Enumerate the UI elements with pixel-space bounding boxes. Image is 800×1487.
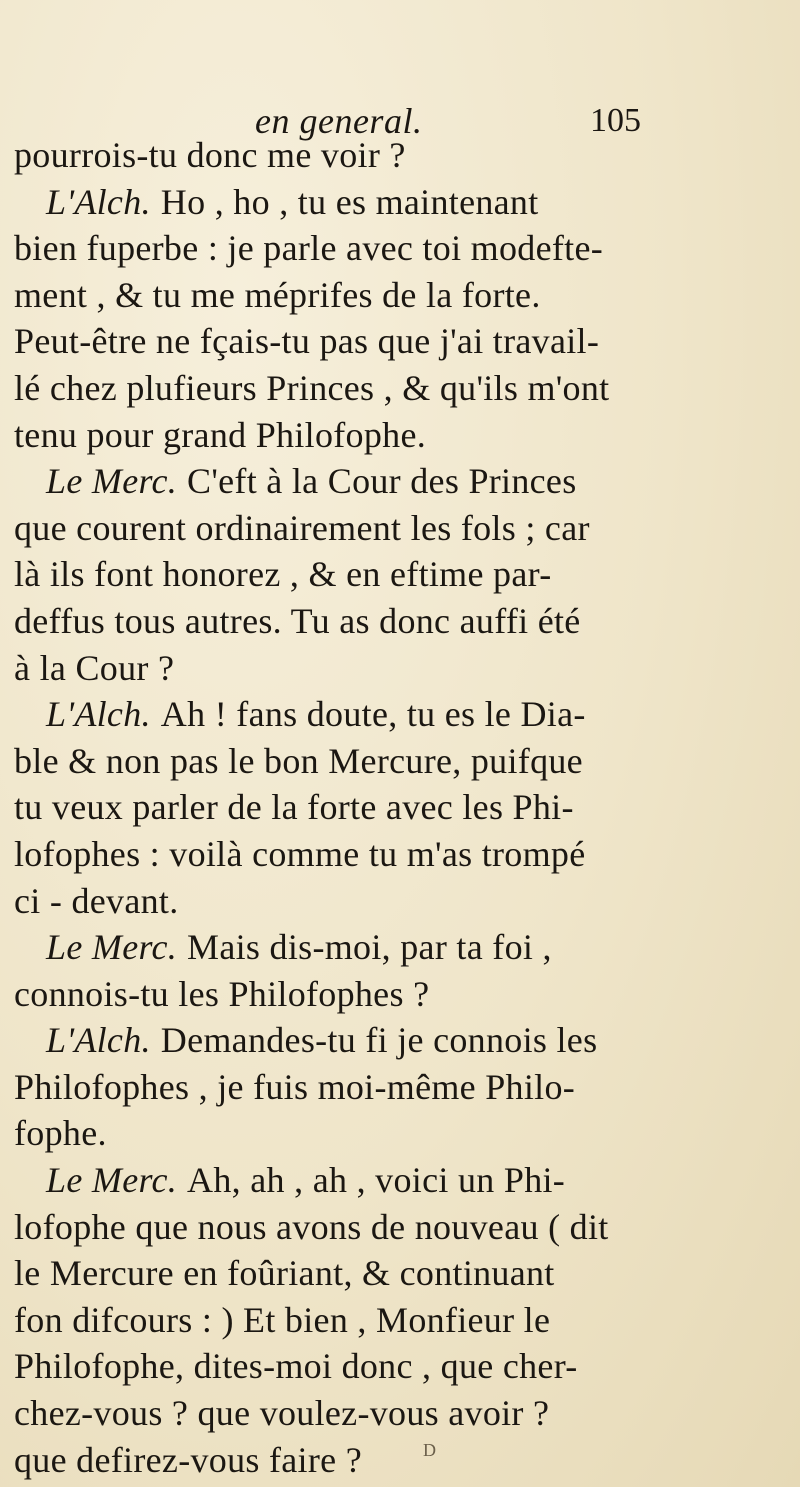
speaker-name: Le Merc. bbox=[46, 1160, 178, 1201]
text-line bbox=[14, 878, 784, 925]
line-text: à la Cour ? bbox=[14, 647, 175, 688]
text-line bbox=[14, 318, 784, 365]
speaker-name: L'Alch. bbox=[46, 1020, 151, 1061]
text-line bbox=[14, 598, 784, 645]
text-line bbox=[14, 458, 784, 505]
text-line bbox=[14, 179, 784, 226]
text-line bbox=[14, 971, 784, 1018]
text-line bbox=[14, 551, 784, 598]
text-line bbox=[14, 225, 784, 272]
line-text: Ah, ah , ah , voici un Phi- bbox=[187, 1160, 566, 1201]
speaker-name: Le Merc. bbox=[46, 927, 178, 968]
text-line bbox=[14, 1157, 784, 1204]
line-text: Philofophes , je fuis moi-même Philo- bbox=[14, 1066, 576, 1107]
text-line bbox=[14, 1390, 784, 1437]
text-line bbox=[14, 1017, 784, 1064]
text-line bbox=[14, 924, 784, 971]
line-text: chez-vous ? que voulez-vous avoir ? bbox=[14, 1393, 550, 1434]
line-text: deffus tous autres. Tu as donc auffi été bbox=[14, 600, 581, 641]
text-line bbox=[14, 365, 784, 412]
line-text: fon difcours : ) Et bien , Monfieur le bbox=[14, 1299, 551, 1340]
text-line bbox=[14, 1437, 784, 1484]
line-text: ment , & tu me méprifes de la forte. bbox=[14, 274, 541, 315]
text-line bbox=[14, 784, 784, 831]
text-line bbox=[14, 1064, 784, 1111]
page-number: 105 bbox=[590, 102, 641, 139]
line-text: C'eft à la Cour des Princes bbox=[187, 461, 577, 502]
line-text: bien fuperbe : je parle avec toi modefte- bbox=[14, 228, 604, 269]
text-line bbox=[14, 412, 784, 459]
running-title: en general. bbox=[255, 101, 423, 141]
line-text: pourrois-tu donc me voir ? bbox=[14, 135, 406, 175]
line-text: que defirez-vous faire ? bbox=[14, 1439, 363, 1480]
line-text: lofophes : voilà comme tu m'as trompé bbox=[14, 833, 586, 874]
line-text: Demandes-tu fi je connois les bbox=[160, 1020, 598, 1061]
text-line bbox=[14, 1204, 784, 1251]
line-text: Peut-être ne fçais-tu pas que j'ai travail- bbox=[14, 321, 600, 362]
line-text: lé chez plufieurs Princes , & qu'ils m'ont bbox=[14, 367, 610, 408]
text-line bbox=[14, 831, 784, 878]
speaker-name: Le Merc. bbox=[46, 461, 178, 502]
text-line bbox=[14, 1250, 784, 1297]
line-text: fophe. bbox=[14, 1113, 107, 1154]
line-text: le Mercure en foûriant, & continuant bbox=[14, 1253, 555, 1294]
signature-mark: D bbox=[423, 1440, 436, 1460]
text-line bbox=[14, 132, 784, 179]
line-text: connois-tu les Philofophes ? bbox=[14, 973, 430, 1014]
text-line bbox=[14, 272, 784, 319]
line-text: Ah ! fans doute, tu es le Dia- bbox=[160, 694, 586, 735]
line-text: là ils font honorez , & en eftime par- bbox=[14, 554, 552, 595]
line-text: que courent ordinairement les fols ; car bbox=[14, 507, 590, 548]
line-text: Mais dis-moi, par ta foi , bbox=[187, 927, 552, 968]
line-text: lofophe que nous avons de nouveau ( dit bbox=[14, 1206, 609, 1247]
line-text: ble & non pas le bon Mercure, puifque bbox=[14, 740, 583, 781]
body-text bbox=[14, 132, 784, 1483]
text-line bbox=[14, 1110, 784, 1157]
text-line bbox=[14, 505, 784, 552]
line-text: tu veux parler de la forte avec les Phi- bbox=[14, 787, 574, 828]
speaker-name: L'Alch. bbox=[46, 694, 151, 735]
text-line bbox=[14, 1297, 784, 1344]
line-text: tenu pour grand Philofophe. bbox=[14, 414, 427, 455]
text-line bbox=[14, 1343, 784, 1390]
text-line bbox=[14, 645, 784, 692]
line-text: Ho , ho , tu es maintenant bbox=[160, 181, 539, 222]
line-text: Philofophe, dites-moi donc , que cher- bbox=[14, 1346, 578, 1387]
speaker-name: L'Alch. bbox=[46, 181, 151, 222]
line-text: ci - devant. bbox=[14, 880, 179, 921]
text-line bbox=[14, 691, 784, 738]
text-line bbox=[14, 738, 784, 785]
